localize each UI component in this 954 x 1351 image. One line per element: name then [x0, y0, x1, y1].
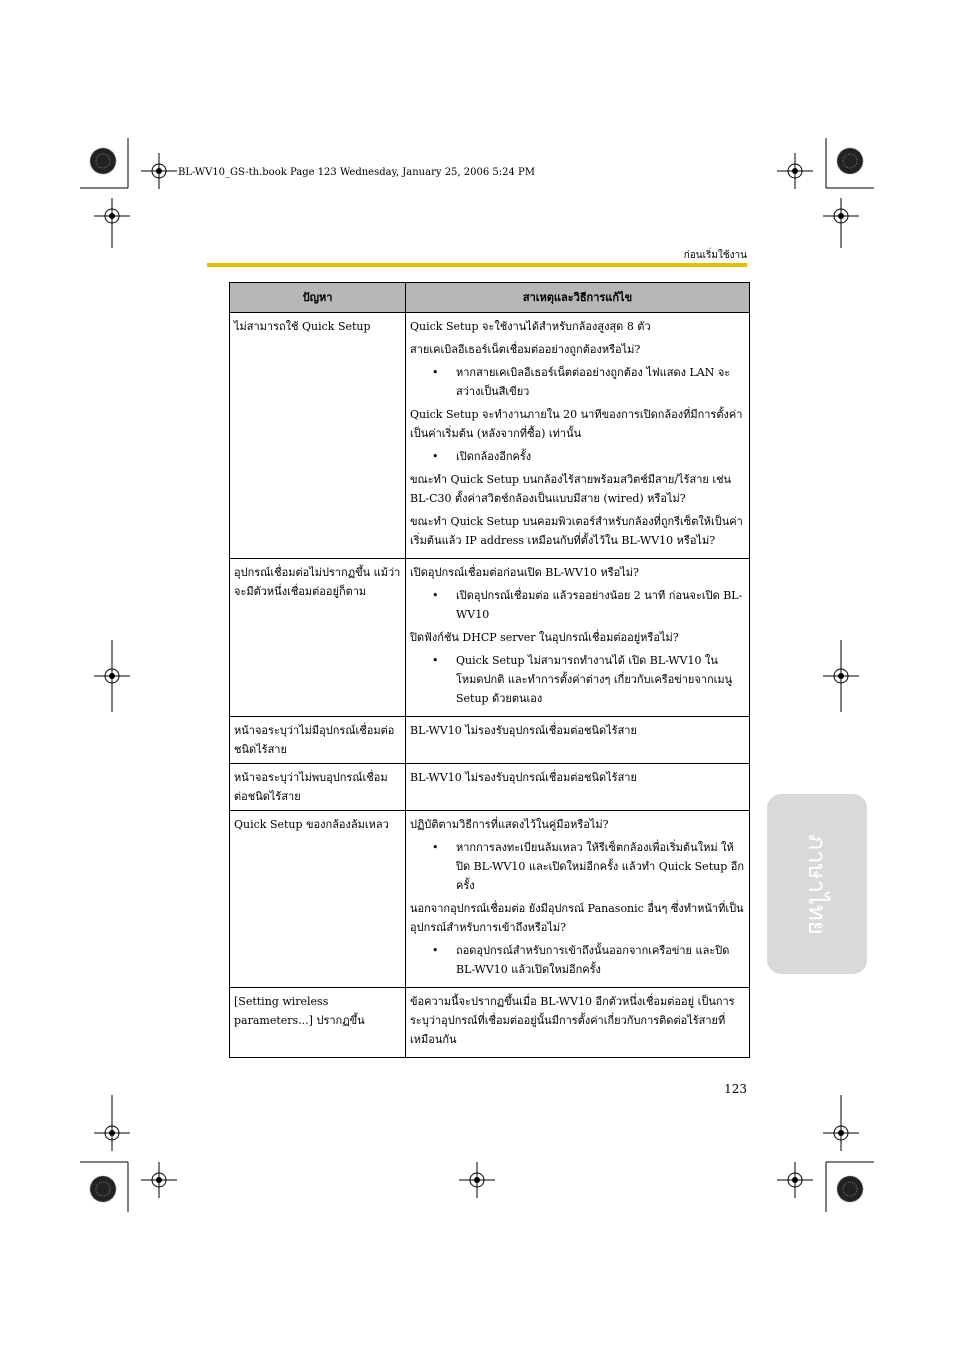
- table-header-row: [230, 283, 750, 313]
- solution-text: ปฏิบัติตามวิธีการที่แสดงไว้ในคู่มือหรือไม่?: [410, 818, 609, 831]
- solution-cell: [406, 717, 750, 764]
- bullet-text: เปิดอุปกรณ์เชื่อมต่อ แล้วรออย่างน้อย 2 นาที ก่อนจะเปิด BL-WV10: [456, 589, 743, 621]
- solution-text: ขณะทำ Quick Setup บนกล้องไร้สายพร้อมสวิตช์มีสาย/ไร้สาย เช่น BL-C30 ตั้งค่าสวิตช์กล้องเป็นแบบมีสาย (wired) หรือไม่?: [410, 473, 732, 505]
- solution-cell: [406, 764, 750, 811]
- bullet-text: ถอดอุปกรณ์สำหรับการเข้าถึงนั้นออกจากเครือข่าย และปิด BL-WV10 แล้วเปิดใหม่อีกครั้ง: [456, 944, 730, 976]
- bullet-text: หากการลงทะเบียนล้มเหลว ให้รีเซ็ตกล้องเพื่อเริ่มต้นใหม่ ให้ปิด BL-WV10 และเปิดใหม่อีกครั้ง แล้วทำ Quick Setup อีกครั้ง: [456, 841, 744, 892]
- problem-cell: หน้าจอระบุว่าไม่พบอุปกรณ์เชื่อมต่อชนิดไร้สาย: [230, 764, 406, 811]
- problem-cell: อุปกรณ์เชื่อมต่อไม่ปรากฏขึ้น แม้ว่าจะมีตัวหนึ่งเชื่อมต่ออยู่ก็ตาม: [230, 559, 406, 717]
- solution-cell: [406, 988, 750, 1058]
- solution-bullet: [410, 941, 745, 979]
- bullet-text: หากสายเคเบิลอีเธอร์เน็ตต่ออย่างถูกต้อง ไฟแสดง LAN จะสว่างเป็นสีเขียว: [456, 366, 731, 398]
- solution-text: BL-WV10 ไม่รองรับอุปกรณ์เชื่อมต่อชนิดไร้สาย: [410, 771, 637, 784]
- solution-bullet: [410, 838, 745, 895]
- solution-text: Quick Setup จะใช้งานได้สำหรับกล้องสูงสุด 8 ตัว: [410, 320, 651, 333]
- solution-bullet: [410, 651, 745, 708]
- bullet-text: เปิดกล้องอีกครั้ง: [456, 450, 532, 463]
- book-info: BL-WV10_GS-th.book Page 123 Wednesday, January 25, 2006 5:24 PM: [178, 167, 536, 178]
- solution-text: เปิดอุปกรณ์เชื่อมต่อก่อนเปิด BL-WV10 หรือไม่?: [410, 566, 639, 579]
- bullet-icon: •: [432, 944, 439, 957]
- bullet-icon: •: [432, 589, 439, 602]
- problem-cell: ไม่สามารถใช้ Quick Setup: [230, 313, 406, 559]
- header-problem: ปัญหา: [230, 283, 406, 313]
- page-number: 123: [724, 1082, 747, 1096]
- solution-text: Quick Setup จะทำงานภายใน 20 นาทีของการเปิดกล้องที่มีการตั้งค่าเป็นค่าเริ่มต้น (หลังจากที่ซื้อ) เท่านั้น: [410, 408, 743, 440]
- solution-text: ปิดฟังก์ชัน DHCP server ในอุปกรณ์เชื่อมต่ออยู่หรือไม่?: [410, 631, 679, 644]
- table-row: [230, 717, 750, 764]
- bullet-icon: •: [432, 654, 439, 667]
- solution-bullet: [410, 363, 745, 401]
- solution-cell: [406, 811, 750, 988]
- table-row: [230, 313, 750, 559]
- section-header: ก่อนเริ่มใช้งาน: [683, 250, 747, 261]
- bullet-text: Quick Setup ไม่สามารถทำงานได้ เปิด BL-WV10 ในโหมดปกติ และทำการตั้งค่าต่างๆ เกี่ยวกับเครือข่ายจากเมนู Setup ด้วยตนเอง: [456, 654, 733, 705]
- language-tab-label: [767, 794, 867, 974]
- solution-bullet: [410, 586, 745, 624]
- table-row: [230, 811, 750, 988]
- solution-text: สายเคเบิลอีเธอร์เน็ตเชื่อมต่ออย่างถูกต้องหรือไม่?: [410, 343, 641, 356]
- solution-text: ข้อความนี้จะปรากฏขึ้นเมื่อ BL-WV10 อีกตัวหนึ่งเชื่อมต่ออยู่ เป็นการระบุว่าอุปกรณ์ที่เชื่อมต่ออยู่นั้นมีการตั้งค่าเกี่ยวกับการติดต่อไร้สายที่เหมือนกัน: [410, 995, 735, 1046]
- solution-cell: [406, 313, 750, 559]
- solution-cell: [406, 559, 750, 717]
- table-row: [230, 988, 750, 1058]
- bullet-icon: •: [432, 450, 439, 463]
- header-rule: [207, 263, 747, 267]
- table-row: [230, 764, 750, 811]
- table-row: [230, 559, 750, 717]
- solution-text: BL-WV10 ไม่รองรับอุปกรณ์เชื่อมต่อชนิดไร้สาย: [410, 724, 637, 737]
- bullet-icon: •: [432, 366, 439, 379]
- problem-cell: Quick Setup ของกล้องล้มเหลว: [230, 811, 406, 988]
- table-body: [230, 313, 750, 1058]
- solution-text: นอกจากอุปกรณ์เชื่อมต่อ ยังมีอุปกรณ์ Panasonic อื่นๆ ซึ่งทำหน้าที่เป็นอุปกรณ์สำหรับการเข้าถึงหรือไม่?: [410, 902, 744, 934]
- problem-cell: หน้าจอระบุว่าไม่มีอุปกรณ์เชื่อมต่อชนิดไร้สาย: [230, 717, 406, 764]
- problem-cell: [Setting wireless parameters...] ปรากฏขึ้น: [230, 988, 406, 1058]
- header-cause-solution: สาเหตุและวิธีการแก้ไข: [406, 283, 750, 313]
- solution-bullet: [410, 447, 745, 466]
- troubleshooting-table: [229, 282, 750, 1058]
- solution-text: ขณะทำ Quick Setup บนคอมพิวเตอร์สำหรับกล้องที่ถูกรีเซ็ตให้เป็นค่าเริ่มต้นแล้ว IP address เหมือนกับที่ตั้งไว้ใน BL-WV10 หรือไม่?: [410, 515, 743, 547]
- language-tab-text: ภาษาไทย: [802, 833, 831, 935]
- bullet-icon: •: [432, 841, 439, 854]
